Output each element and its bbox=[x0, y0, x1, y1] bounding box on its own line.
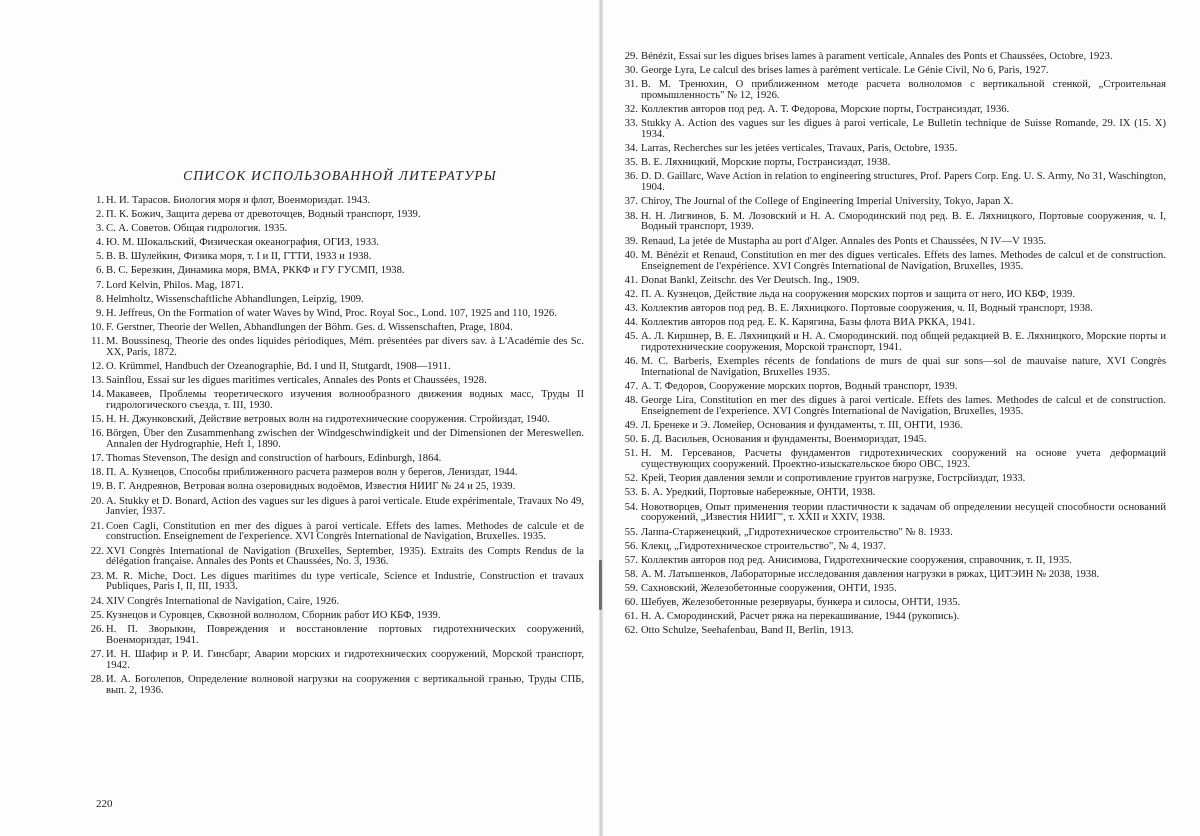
reference-text: Клекц, „Гидротехническое строительство", № 4, 1937. bbox=[641, 540, 886, 552]
reference-number: 17. bbox=[90, 453, 104, 465]
reference-text: Н. П. Зворыкин, Повреждения и восстановление портовых гидротехнических сооружений, Военмориздат, 1941. bbox=[106, 623, 584, 646]
reference-text: В. В. Шулейкин, Физика моря, т. I и II, ГТТИ, 1933 и 1938. bbox=[106, 251, 372, 263]
reference-text: Lord Kelvin, Philos. Mag, 1871. bbox=[106, 279, 244, 291]
reference-item bbox=[84, 468, 584, 479]
reference-text: Л. Бренеке и Э. Ломейер, Основания и фундаменты, т. III, ОНТИ, 1936. bbox=[641, 420, 963, 432]
reference-item bbox=[616, 197, 1166, 208]
reference-text: Chiroy, The Journal of the College of Engineering Imperial University, Tokyo, Japan X. bbox=[641, 196, 1014, 208]
reference-item bbox=[616, 612, 1166, 623]
reference-item bbox=[84, 281, 584, 292]
reference-number: 45. bbox=[624, 331, 638, 343]
reference-number: 5. bbox=[96, 251, 104, 263]
reference-item bbox=[84, 323, 584, 334]
reference-number: 33. bbox=[624, 118, 638, 130]
reference-text: Helmholtz, Wissenschaftliche Abhandlungen, Leipzig, 1909. bbox=[106, 293, 364, 305]
reference-item bbox=[616, 626, 1166, 637]
reference-text: Коллектив авторов под ред. А. Т. Федорова, Морские порты, Гострансиздат, 1936. bbox=[641, 104, 1010, 116]
reference-number: 10. bbox=[90, 321, 104, 333]
right-page bbox=[600, 0, 1200, 836]
reference-item bbox=[84, 650, 584, 672]
page-title: СПИСОК ИСПОЛЬЗОВАННОЙ ЛИТЕРАТУРЫ bbox=[183, 168, 497, 183]
reference-text: Н. А. Смородинский, Расчет ряжа на перекашивание, 1944 (рукопись). bbox=[641, 611, 960, 623]
reference-item bbox=[84, 362, 584, 373]
reference-text: Б. А. Уредкий, Портовые набережные, ОНТИ, 1938. bbox=[641, 487, 876, 499]
reference-text: С. А. Советов. Общая гидрология. 1935. bbox=[106, 223, 288, 235]
reference-number: 14. bbox=[90, 389, 104, 401]
reference-text: M. R. Miche, Doct. Les digues maritimes du type verticale, Science et Industrie, Construction et travaux Publiques, Paris I, II, III, 1933. bbox=[106, 570, 584, 593]
reference-number: 15. bbox=[90, 414, 104, 426]
reference-text: П. К. Божич, Защита дерева от древоточцев, Водный транспорт, 1939. bbox=[106, 209, 421, 221]
reference-text: D. D. Gaillarc, Wave Action in relation to engineering structures, Prof. Papers Corp. Eng. U. S. Army, No 31, Waschington, 1904. bbox=[641, 171, 1166, 194]
reference-number: 19. bbox=[90, 481, 104, 493]
reference-number: 46. bbox=[624, 356, 638, 368]
reference-item bbox=[616, 318, 1166, 329]
reference-text: А. М. Латышенков, Лабораторные исследования давления нагрузки в ряжах, ЦИТЭИН № 2038, 1938. bbox=[641, 568, 1100, 580]
reference-number: 3. bbox=[96, 223, 104, 235]
reference-number: 37. bbox=[624, 196, 638, 208]
reference-item bbox=[616, 105, 1166, 116]
reference-item bbox=[616, 290, 1166, 301]
reference-number: 48. bbox=[624, 395, 638, 407]
reference-item bbox=[616, 435, 1166, 446]
reference-text: Bénézit, Essai sur les digues brises lames à parament verticale, Annales des Ponts et Chaussées, Octobre, 1923. bbox=[641, 51, 1113, 62]
reference-item bbox=[616, 80, 1166, 102]
reference-number: 1. bbox=[96, 195, 104, 206]
reference-text: Н. Н. Джунковский, Действие ветровых волн на гидротехнические сооружения. Стройиздат, 1940. bbox=[106, 414, 550, 426]
reference-text: А. Т. Федоров, Сооружение морских портов, Водный транспорт, 1939. bbox=[641, 381, 958, 393]
reference-text: A. Stukky et D. Bonard, Action des vagues sur les digues à paroi verticale. Etude expérimentale, Travaux No 49, Janvier, 1937. bbox=[106, 495, 584, 518]
reference-item bbox=[616, 528, 1166, 539]
reference-item bbox=[616, 212, 1166, 234]
reference-item bbox=[616, 488, 1166, 499]
reference-text: Н. Н. Лигвинов, Б. М. Лозовский и Н. А. Смородинский под ред. В. Е. Ляхницкого, Портовые сооружения, ч. I, Водный транспорт, 1939. bbox=[641, 210, 1166, 233]
reference-number: 50. bbox=[624, 434, 638, 446]
reference-item bbox=[616, 144, 1166, 155]
reference-text: Б. Д. Васильев, Основания и фундаменты, Военмориздат, 1945. bbox=[641, 434, 927, 446]
reference-number: 21. bbox=[90, 520, 104, 532]
reference-text: XIV Congrès International de Navigation, Caire, 1926. bbox=[106, 595, 340, 607]
reference-number: 56. bbox=[624, 540, 638, 552]
reference-text: Renaud, La jetée de Mustapha au port d'Alger. Annales des Ponts et Chaussées, N IV—V 1935. bbox=[641, 235, 1047, 247]
reference-item bbox=[616, 396, 1166, 418]
reference-text: В. М. Тренюхин, О приближенном методе расчета волноломов с вертикальной стенкой, „Строительная промышленность" № 12, 1926. bbox=[641, 79, 1166, 102]
reference-number: 47. bbox=[624, 381, 638, 393]
reference-text: И. А. Боголепов, Определение волновой нагрузки на сооружения с вертикальной гранью, Труды СПБ, вып. 2, 1936. bbox=[106, 673, 584, 696]
reference-item bbox=[616, 119, 1166, 141]
reference-item bbox=[84, 210, 584, 221]
reference-number: 29. bbox=[624, 51, 638, 62]
reference-number: 31. bbox=[624, 79, 638, 91]
reference-item bbox=[616, 172, 1166, 194]
reference-text: Крей, Теория давления земли и сопротивление грунтов нагрузке, Гострсйиздат, 1933. bbox=[641, 473, 1026, 485]
reference-item bbox=[84, 454, 584, 465]
reference-list-left bbox=[84, 196, 584, 700]
reference-number: 54. bbox=[624, 501, 638, 513]
reference-item bbox=[616, 304, 1166, 315]
reference-item bbox=[84, 238, 584, 249]
reference-text: Шебуев, Железобетонные резервуары, бункера и силосы, ОНТИ, 1935. bbox=[641, 596, 961, 608]
reference-number: 6. bbox=[96, 265, 104, 277]
reference-text: Otto Schulze, Seehafenbau, Band II, Berlin, 1913. bbox=[641, 625, 854, 637]
reference-text: O. Krümmel, Handbuch der Ozeanographie, Bd. I und II, Stutgardt, 1908—1911. bbox=[106, 360, 451, 372]
reference-item bbox=[84, 309, 584, 320]
reference-item bbox=[84, 547, 584, 569]
reference-text: XVI Congrès International de Navigation (Bruxelles, September, 1935). Extraits des Compts Rendus de la délégation française. Annales des Ponts et Chaussées, No. 3, 1936. bbox=[106, 545, 584, 568]
reference-number: 30. bbox=[624, 65, 638, 77]
reference-text: И. Н. Шафир и Р. И. Гинсбарг, Аварии морских и гидротехнических сооружений, Морской транспорт, 1942. bbox=[106, 648, 584, 671]
reference-number: 51. bbox=[624, 448, 638, 460]
reference-item bbox=[84, 429, 584, 451]
reference-text: Stukky A. Action des vagues sur les digues à paroi verticale, Le Bulletin technique de Suisse Romande, 29. IX (15. X) 1934. bbox=[641, 118, 1166, 141]
page-number: 220 bbox=[96, 798, 113, 810]
reference-text: В. Г. Андреянов, Ветровая волна озеровидных водоёмов, Известия НИИГ № 24 и 25, 1939. bbox=[106, 481, 516, 493]
reference-number: 53. bbox=[624, 487, 638, 499]
reference-number: 9. bbox=[96, 307, 104, 319]
reference-item bbox=[84, 597, 584, 608]
reference-item bbox=[84, 625, 584, 647]
reference-number: 35. bbox=[624, 157, 638, 169]
reference-number: 38. bbox=[624, 210, 638, 222]
reference-item bbox=[84, 572, 584, 594]
reference-number: 18. bbox=[90, 467, 104, 479]
reference-text: В. С. Березкин, Динамика моря, ВМА, РККФ и ГУ ГУСМП, 1938. bbox=[106, 265, 405, 277]
reference-text: Новотворцев, Опыт применения теории пластичности к задачам об определении несущей способности оснований сооружений, „Известия НИИГ", т. XXII и XXIV, 1938. bbox=[641, 501, 1166, 524]
reference-text: П. А. Кузнецов, Способы приближенного расчета размеров волн у берегов, Лениздат, 1944. bbox=[106, 467, 518, 479]
reference-item bbox=[616, 598, 1166, 609]
reference-number: 2. bbox=[96, 209, 104, 221]
reference-item bbox=[616, 357, 1166, 379]
reference-item bbox=[84, 337, 584, 359]
reference-number: 60. bbox=[624, 596, 638, 608]
reference-number: 40. bbox=[624, 249, 638, 261]
reference-item bbox=[616, 584, 1166, 595]
reference-number: 13. bbox=[90, 375, 104, 387]
reference-text: F. Gerstner, Theorie der Wellen, Abhandlungen der Böhm. Ges. d. Wissenschaften, Prage, 1804. bbox=[106, 321, 513, 333]
reference-item bbox=[84, 522, 584, 544]
reference-item bbox=[84, 482, 584, 493]
reference-number: 59. bbox=[624, 582, 638, 594]
reference-item bbox=[84, 224, 584, 235]
reference-text: Н. М. Герсеванов, Расчеты фундаментов гидротехнических сооружений на основе учета деформаций существующих сооружений. Проектно-изыскательское бюро ОВС, 1923. bbox=[641, 448, 1166, 471]
reference-number: 7. bbox=[96, 279, 104, 291]
reference-item bbox=[616, 382, 1166, 393]
reference-number: 36. bbox=[624, 171, 638, 183]
reference-item bbox=[84, 390, 584, 412]
reference-number: 4. bbox=[96, 237, 104, 249]
reference-item bbox=[84, 415, 584, 426]
reference-text: Sainflou, Essai sur les digues maritimes verticales, Annales des Ponts et Chaussées, 1928. bbox=[106, 375, 487, 387]
reference-text: M. Boussinesq, Theorie des ondes liquides périodiques, Mém. présentées par divers sav. à L'Académie des Sc. XX, Paris, 1872. bbox=[106, 335, 584, 358]
reference-text: А. Л. Киршнер, В. Е. Ляхницкий и Н. А. Смородинский. под общей редакцией В. Е. Ляхницкого, Морские порты и гидротехнические сооружения, Морской транспорт, 1941. bbox=[641, 331, 1166, 353]
reference-item bbox=[616, 52, 1166, 63]
reference-number: 22. bbox=[90, 545, 104, 557]
reference-text: H. Jeffreus, On the Formation of water Waves by Wind, Proc. Royal Soc., Lond. 107, 1925 and 110, 1926. bbox=[106, 307, 557, 319]
reference-list-right bbox=[616, 52, 1166, 640]
reference-text: George Lyra, Le calcul des brises lames à parément verticale. Le Génie Civil, No 6, Paris, 1927. bbox=[641, 65, 1049, 77]
reference-number: 8. bbox=[96, 293, 104, 305]
reference-number: 12. bbox=[90, 360, 104, 372]
reference-number: 39. bbox=[624, 235, 638, 247]
reference-item bbox=[616, 251, 1166, 273]
reference-item bbox=[84, 266, 584, 277]
reference-text: George Lira, Constitution en mer des digues à paroi verticale. Effets des lames. Methodes de calcul et de construction. Enseignement de l'experience. XVI Congrès International de Navigation, Bruxelles, 1935. bbox=[641, 395, 1166, 418]
reference-item bbox=[616, 237, 1166, 248]
reference-text: Larras, Recherches sur les jetées verticales, Travaux, Paris, Octobre, 1935. bbox=[641, 143, 958, 155]
reference-text: П. А. Кузнецов, Действие льда на сооружения морских портов и защита от него, ИО КБФ, 1939. bbox=[641, 288, 1075, 300]
reference-number: 55. bbox=[624, 526, 638, 538]
reference-item bbox=[84, 611, 584, 622]
reference-text: Börgen, Über den Zusammenhang zwischen der Windgeschwindigkeit und der Dimensionen der Mereswellen. Annalen der Hydrographie, Heft 1, 1890. bbox=[106, 428, 584, 451]
reference-item bbox=[84, 376, 584, 387]
reference-number: 49. bbox=[624, 420, 638, 432]
reference-text: Макавеев, Проблемы теоретического изучения волнообразного движения водных масс, Труды II гидрологического съезда, т. III, 1930. bbox=[106, 389, 584, 412]
reference-text: Н. И. Тарасов. Биология моря и флот, Военмориздат. 1943. bbox=[106, 195, 371, 206]
reference-item bbox=[84, 252, 584, 263]
reference-text: Ю. М. Шокальский, Физическая океанография, ОГИЗ, 1933. bbox=[106, 237, 379, 249]
reference-number: 42. bbox=[624, 288, 638, 300]
reference-number: 28. bbox=[90, 673, 104, 685]
reference-number: 43. bbox=[624, 302, 638, 314]
reference-number: 57. bbox=[624, 554, 638, 566]
reference-text: Coen Cagli, Constitution en mer des digues à paroi verticale. Effets des lames. Methodes de calcule et de construction. Enseignement de l'experience. XVI Congrès International de Navigation, Bruxelles. 1935. bbox=[106, 520, 584, 543]
reference-text: Donat Bankl, Zeitschr. des Ver Deutsch. Ing., 1909. bbox=[641, 274, 860, 286]
reference-text: M. Bénézit et Renaud, Constitution en mer des digues verticales. Effets des lames. Methodes de calcul et de construction. Enseignement de l'expérience. XVI Congrès International de Navigation, Bruxelles, 1935. bbox=[641, 249, 1166, 272]
reference-item bbox=[616, 276, 1166, 287]
reference-item bbox=[84, 196, 584, 207]
reference-item bbox=[84, 675, 584, 697]
reference-number: 20. bbox=[90, 495, 104, 507]
reference-text: M. C. Barberis, Exemples récents de fondations de murs de quai sur sons—sol de mauvaise nature, XVI Congrès International de Navigation, Bruxelles 1935. bbox=[641, 356, 1166, 378]
reference-text: Коллектив авторов под ред. В. Е. Ляхницкого. Портовые сооружения, ч. II, Водный транспорт, 1938. bbox=[641, 302, 1093, 314]
reference-number: 44. bbox=[624, 316, 638, 328]
reference-text: Лаппа-Старженецкий, „Гидротехническое строительство" № 8. 1933. bbox=[641, 526, 953, 538]
reference-number: 16. bbox=[90, 428, 104, 440]
reference-number: 32. bbox=[624, 104, 638, 116]
reference-number: 27. bbox=[90, 648, 104, 660]
reference-number: 61. bbox=[624, 611, 638, 623]
reference-number: 24. bbox=[90, 595, 104, 607]
reference-number: 25. bbox=[90, 609, 104, 621]
reference-text: В. Е. Ляхницкий, Морские порты, Гострансиздат, 1938. bbox=[641, 157, 891, 169]
reference-number: 52. bbox=[624, 473, 638, 485]
reference-number: 11. bbox=[91, 335, 104, 347]
reference-text: Сахновский, Железобетонные сооружения, ОНТИ, 1935. bbox=[641, 582, 897, 594]
reference-item bbox=[84, 497, 584, 519]
reference-text: Коллектив авторов под ред. Анисимова, Гидротехнические сооружения, справочник, т. II, 1935. bbox=[641, 554, 1072, 566]
reference-number: 23. bbox=[90, 570, 104, 582]
reference-text: Коллектив авторов под ред. Е. К. Карягина, Базы флота ВИА РККА, 1941. bbox=[641, 316, 975, 328]
reference-text: Кузнецов и Суровцев, Сквозной волнолом, Сборник работ ИО КБФ, 1939. bbox=[106, 609, 441, 621]
reference-item bbox=[616, 332, 1166, 354]
reference-item bbox=[84, 295, 584, 306]
reference-number: 34. bbox=[624, 143, 638, 155]
reference-item bbox=[616, 556, 1166, 567]
reference-number: 41. bbox=[624, 274, 638, 286]
reference-item bbox=[616, 66, 1166, 77]
reference-text: Thomas Stevenson, The design and construction of harbours, Edinburgh, 1864. bbox=[106, 453, 442, 465]
reference-item bbox=[616, 542, 1166, 553]
reference-number: 62. bbox=[624, 625, 638, 637]
reference-item bbox=[616, 474, 1166, 485]
reference-item bbox=[616, 158, 1166, 169]
reference-item bbox=[616, 503, 1166, 525]
reference-number: 58. bbox=[624, 568, 638, 580]
reference-item bbox=[616, 570, 1166, 581]
reference-number: 26. bbox=[90, 623, 104, 635]
reference-item bbox=[616, 421, 1166, 432]
reference-item bbox=[616, 449, 1166, 471]
